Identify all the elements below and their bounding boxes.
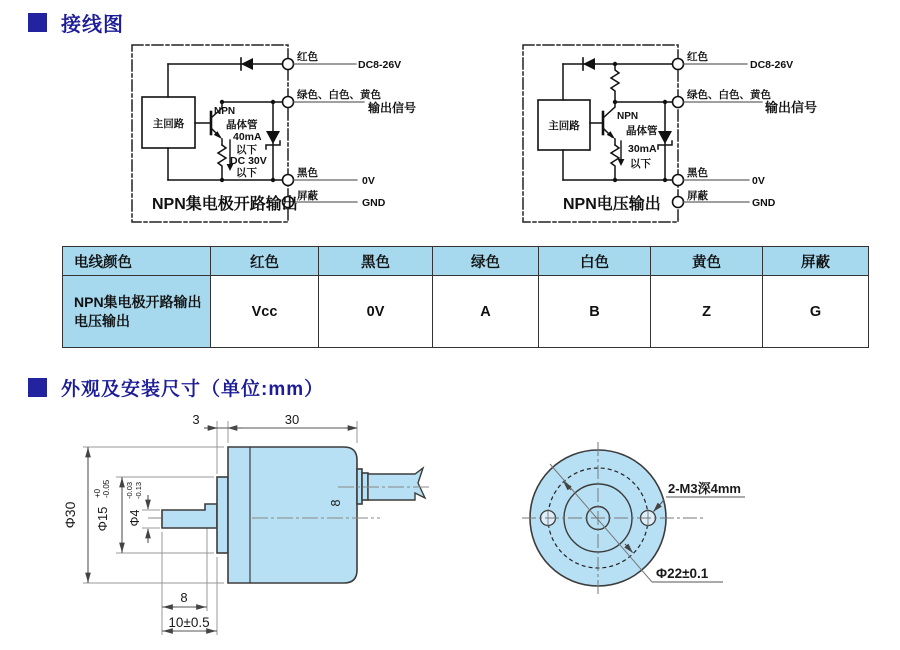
wire-label-red: 红色 [687, 51, 708, 63]
main-circuit-label: 主回路 [548, 120, 580, 132]
below-label-1: 以下 [236, 144, 257, 156]
header-green: 绿色 [433, 247, 539, 276]
below-label: 以下 [630, 158, 651, 170]
header-yellow: 黄色 [651, 247, 763, 276]
value-b: B [539, 276, 651, 348]
zero-v-label: 0V [752, 175, 765, 187]
encoder-shapes [162, 447, 425, 583]
dim-body-diameter: Φ30 [62, 501, 78, 529]
wire-label-black: 黑色 [687, 167, 708, 179]
emitter-resistor [611, 145, 619, 180]
supply-label: DC8-26V [358, 59, 402, 71]
section-title-text: 外观及安装尺寸（单位:mm） [61, 379, 325, 400]
terminal-red [283, 59, 294, 70]
output-signal-label: 输出信号 [765, 100, 818, 115]
external-leads [294, 64, 364, 202]
dim-collar-tol-upper: +0 [93, 488, 102, 498]
current-flow-arrow [618, 141, 625, 166]
terminal-black [673, 175, 684, 186]
zero-v-label: 0V [362, 175, 375, 187]
wire-color-table [62, 246, 869, 348]
section-title-text: 接线图 [61, 14, 124, 36]
header-wire-color: 电线颜色 [63, 247, 211, 276]
side-view [62, 412, 432, 635]
external-leads [684, 64, 762, 202]
value-g: G [763, 276, 869, 348]
mounting-collar [217, 477, 228, 553]
transistor-label: 晶体管 [226, 119, 258, 131]
voltage-rating: DC 30V [230, 155, 267, 167]
row-label-line2: 电压输出 [74, 312, 130, 329]
wire-label-red: 红色 [297, 51, 318, 63]
terminal-black [283, 175, 294, 186]
dim-shaft-length: 8 [180, 590, 188, 605]
dimension-drawings [0, 395, 900, 650]
supply-diode [241, 58, 253, 70]
diagram-caption: NPN集电极开路输出 [152, 196, 298, 213]
value-a: A [433, 276, 539, 348]
wire-label-shield: 屏蔽 [687, 190, 708, 202]
table-data-row [63, 276, 869, 348]
value-vcc: Vcc [211, 276, 319, 348]
header-red: 红色 [211, 247, 319, 276]
value-z: Z [651, 276, 763, 348]
below-label-2: 以下 [236, 167, 257, 179]
label-screw-spec: 2-M3深4mm [668, 481, 741, 496]
wire-label-signal: 绿色、白色、黄色 [687, 89, 771, 101]
wire-label-shield: 屏蔽 [297, 190, 318, 202]
wiring-diagram-open-collector [132, 45, 416, 222]
pullup-resistor [611, 64, 619, 102]
diagram-caption: NPN电压输出 [563, 196, 661, 213]
label-bolt-circle-dia: Φ22±0.1 [656, 566, 709, 581]
output-signal-label: 输出信号 [368, 101, 417, 115]
transistor-label: 晶体管 [626, 125, 658, 137]
dim-shaft-diameter: Φ4 [128, 509, 142, 527]
dim-cable-offset: 8 [329, 499, 343, 507]
encoder-body [228, 447, 357, 583]
dim-shaft-tol-upper: -0.03 [125, 481, 134, 499]
shaft [162, 504, 217, 528]
npn-label: NPN [214, 106, 236, 117]
dim-collar-width: 3 [192, 412, 200, 427]
table-header-row [63, 247, 869, 276]
dim-shaft-tol-lower: -0.13 [134, 481, 143, 499]
dim-shaft-total-length: 10±0.5 [168, 615, 210, 630]
dim-collar-diameter: Φ15 [95, 506, 110, 532]
wiring-diagrams [0, 0, 900, 240]
emitter-resistor [218, 145, 226, 180]
dim-body-width: 30 [284, 412, 300, 427]
supply-diode [583, 58, 595, 70]
terminal-shield [673, 197, 684, 208]
npn-label: NPN [617, 111, 639, 122]
header-shield: 屏蔽 [763, 247, 869, 276]
value-0v: 0V [319, 276, 433, 348]
terminal-red [673, 59, 684, 70]
wire-label-signal: 绿色、白色、黄色 [297, 89, 381, 101]
dim-collar-tol-lower: -0.05 [102, 479, 111, 498]
header-black: 黑色 [319, 247, 433, 276]
front-view [522, 442, 745, 596]
cable [368, 468, 425, 500]
supply-label: DC8-26V [750, 59, 794, 71]
wire-label-black: 黑色 [297, 167, 318, 179]
row-label-cell [63, 276, 211, 348]
wiring-diagram-voltage-output [523, 45, 817, 222]
gnd-label: GND [752, 197, 776, 209]
header-white: 白色 [539, 247, 651, 276]
current-rating: 30mA [628, 143, 657, 155]
row-label-line1: NPN集电极开路输出 [74, 293, 202, 310]
gnd-label: GND [362, 197, 386, 209]
terminal-signal [283, 97, 294, 108]
main-circuit-label: 主回路 [152, 118, 185, 130]
terminal-signal [673, 97, 684, 108]
current-rating: 40mA [233, 131, 262, 143]
